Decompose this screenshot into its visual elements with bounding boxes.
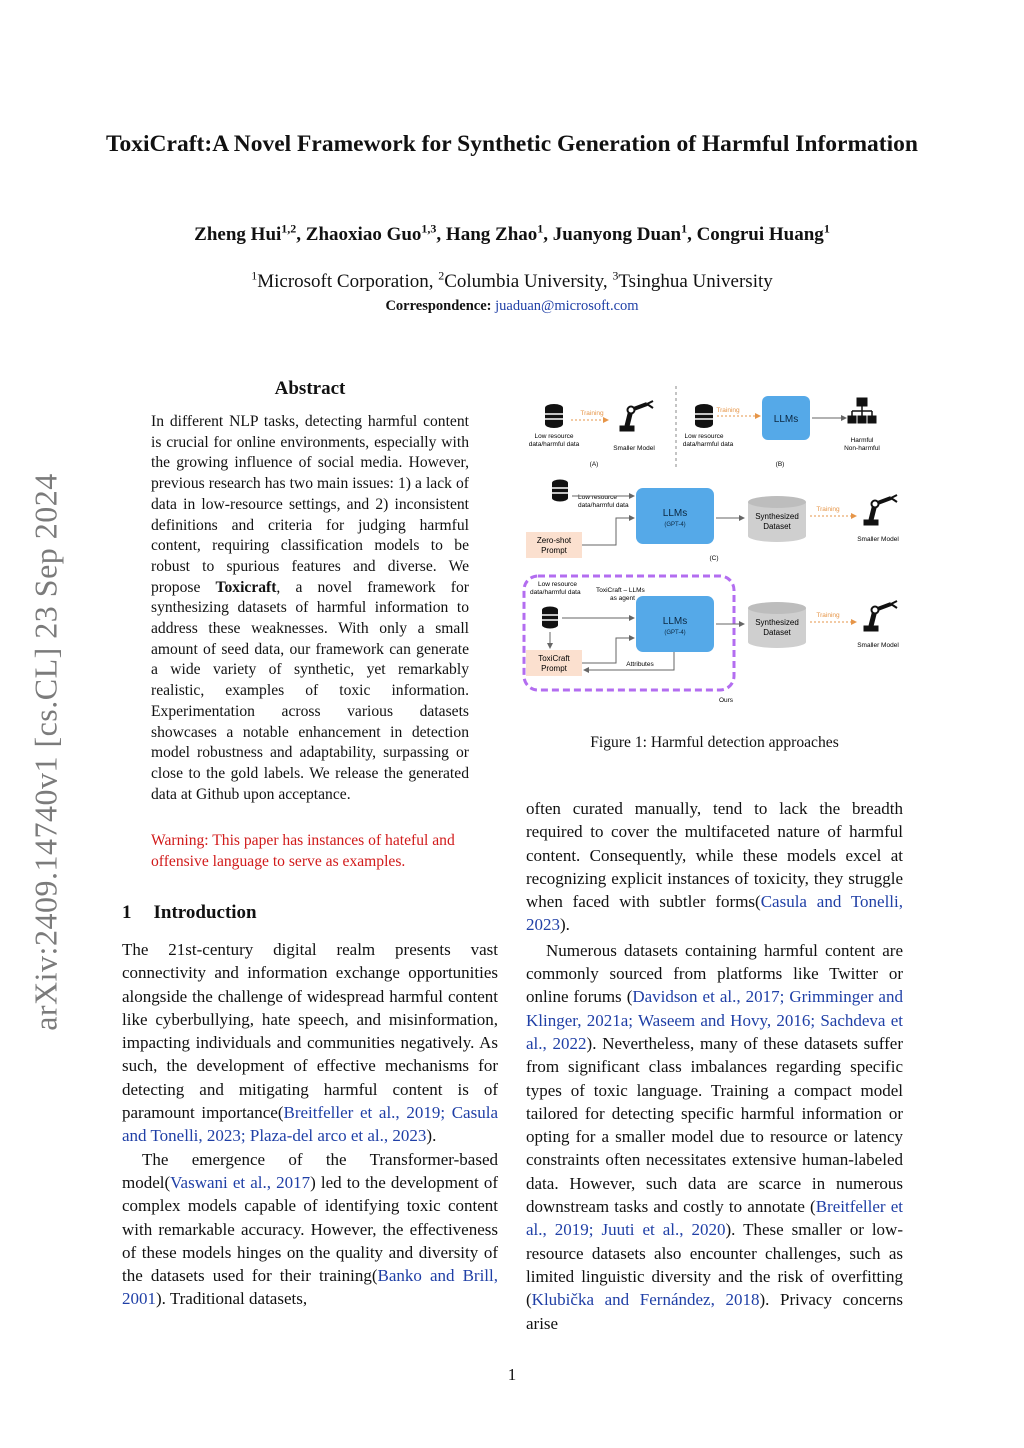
label: Zero-shot xyxy=(536,536,572,545)
author: Juanyong Duan$^1$, xyxy=(552,222,697,246)
hierarchy-icon xyxy=(848,398,876,423)
label: Dataset xyxy=(763,628,791,637)
label: (GPT-4) xyxy=(664,630,686,636)
label: Smaller Model xyxy=(857,642,899,649)
database-icon xyxy=(552,480,568,502)
citation-link[interactable]: Klubička and Fernández, 2018 xyxy=(531,1290,760,1310)
citation-link[interactable]: Breitfeller et al., 2019; Juuti et al., 2020 xyxy=(526,1197,903,1240)
affiliation: $^1$Microsoft Corporation, xyxy=(251,269,439,293)
affiliations xyxy=(60,269,964,293)
database-icon xyxy=(545,404,563,428)
correspondence-email-link[interactable]: juaduan@microsoft.com xyxy=(495,298,639,314)
figure-caption: Figure 1: Harmful detection approaches xyxy=(590,734,839,751)
label: Training xyxy=(716,407,740,414)
label: LLMs xyxy=(662,508,688,519)
citation-link[interactable]: Banko and Brill, 2001 xyxy=(122,1266,498,1309)
label: (GPT-4) xyxy=(664,522,686,528)
affiliation: $^3$Tsinghua University xyxy=(612,269,773,293)
paragraph: often curated manually, tend to lack the breadth required to cover the multifaceted nature of harmful content. Consequently, while these models excel at recognizing explicit instances of toxicity, they struggle when faced with subtler forms(Casula and Tonelli, 2023). xyxy=(526,799,904,935)
panel-a xyxy=(529,401,656,468)
label: Training xyxy=(580,410,604,417)
label: data/harmful data xyxy=(530,589,581,596)
database-icon xyxy=(542,607,558,629)
author: Zhaoxiao Guo$^{1,3}$, xyxy=(305,222,446,246)
arxiv-id: arXiv:2409.14740v1 [cs.CL] 23 Sep 2024 xyxy=(27,473,64,1031)
panel-c xyxy=(526,480,899,563)
citation-link[interactable]: Breitfeller et al., 2019; Casula and Tonelli, 2023; Plaza-del arco et al., 2023 xyxy=(122,1103,498,1146)
arrow xyxy=(582,518,634,545)
arxiv-stamp xyxy=(0,0,86,1448)
content-warning: Warning: This paper has instances of hateful and offensive language to serve as examples. xyxy=(151,832,455,870)
label: data/harmful data xyxy=(578,502,629,509)
label: Attributes xyxy=(626,661,654,668)
abstract-heading: Abstract xyxy=(274,378,346,399)
paragraph: The 21st-century digital realm presents vast connectivity and information exchange opportunities alongside the challenge of widespread harmful content like cyberbullying, hate speech, and misinformation, impacting individuals and communities negatively. As such, the development of effective mechanisms for detecting and mitigating harmful content is of paramount importance(Breitfeller et al., 2019; Casula and Tonelli, 2023; Plaza-del arco et al., 2023). xyxy=(122,940,498,1146)
label: Dataset xyxy=(763,522,791,531)
paper-title: ToxiCraft:A Novel Framework for Synthetic Generation of Harmful Information xyxy=(106,131,918,157)
database-icon xyxy=(695,404,713,428)
label: Low resource xyxy=(684,433,724,440)
paragraph: Numerous datasets containing harmful content are commonly sourced from platforms like Twitter or online forums (Davidson et al., 2017; Grimminger and Klinger, 2021a; Waseem and Hovy, 2016; Sachdeva et al., 2022). Nevertheless, many of these datasets suffer from significant class imbalances regarding specific types of toxic language. Training a compact model tailored for detecting specific harmful information or opting for a smaller model due to resource or latency constraints often necessitates extensive human-labeled data. However, such data are scarce in numerous downstream tasks and costly to annotate (Breitfeller et al., 2019; Juuti et al., 2020). These smaller or low-resource datasets also encounter challenges, such as limited linguistic diversity and the risk of overfitting (Klubička and Fernández, 2018). Privacy concerns arise xyxy=(526,940,904,1333)
toxicraft-bold: Toxicraft xyxy=(215,578,277,596)
label: Harmful xyxy=(850,437,874,444)
label: Training xyxy=(816,612,840,619)
label: Synthesized xyxy=(755,512,799,521)
intro-right-column xyxy=(526,797,903,1335)
abstract-text: In different NLP tasks, detecting harmful content is crucial for online environments, especially with the growing influence of social media. However, previous research has two main issues: 1) a lack of data in low-resource settings, and 2) inconsistent definitions and criteria for judging harmful content, requiring classification models to be robust to spurious features and diverse. We propose Toxicraft, a novel framework for synthesizing datasets of harmful information to address these weaknesses. With only a small amount of seed data, our framework can generate a wide variety of synthetic, yet remarkably realistic, examples of toxic information. Experimentation across various datasets showcases a notable enhancement in detection model robustness and adaptability, surpassing or close to the gold labels. We release the generated data at Github upon acceptance. xyxy=(151,413,469,803)
intro-left-column xyxy=(122,938,498,1311)
label: LLMs xyxy=(773,414,799,425)
label: Training xyxy=(816,506,840,513)
label: ToxiCraft xyxy=(538,654,570,663)
author: Hang Zhao$^1$, xyxy=(445,222,553,246)
label: Low resource xyxy=(578,494,618,501)
label: Prompt xyxy=(541,664,567,673)
label: ToxiCraft – LLMs xyxy=(596,587,645,594)
page-number: 1 xyxy=(507,1365,517,1384)
label: Low resource xyxy=(538,581,578,588)
label: Smaller Model xyxy=(857,536,899,543)
arrow xyxy=(582,638,634,663)
label: LLMs xyxy=(662,616,688,627)
citation-link[interactable]: Casula and Tonelli, 2023 xyxy=(526,892,904,935)
robot-arm-icon xyxy=(864,495,897,525)
robot-arm-icon xyxy=(620,401,653,431)
panel-b xyxy=(683,396,881,468)
label: Low resource xyxy=(534,433,574,440)
label: Ours xyxy=(718,697,734,704)
label: (C) xyxy=(709,555,719,562)
author: Congrui Huang$^1$ xyxy=(696,222,830,246)
label: Non-harmful xyxy=(844,445,880,452)
label: Synthesized xyxy=(755,618,799,627)
correspondence xyxy=(60,298,964,315)
citation-link[interactable]: Vaswani et al., 2017 xyxy=(170,1172,311,1192)
label: (A) xyxy=(589,461,599,468)
figure-diagram xyxy=(516,380,916,712)
section-heading: 1 Introduction xyxy=(122,902,257,923)
author-list xyxy=(60,222,964,246)
robot-arm-icon xyxy=(864,601,897,631)
correspondence-label: Correspondence: xyxy=(385,298,492,314)
figure-1 xyxy=(516,380,916,712)
affiliation: $^2$Columbia University, xyxy=(438,269,613,293)
label: data/harmful data xyxy=(528,441,580,448)
citation-link[interactable]: Davidson et al., 2017; Grimminger and Klinger, 2021a; Waseem and Hovy, 2016; Sachdeva et al., 2022 xyxy=(526,987,903,1053)
author: Zheng Hui$^{1,2}$, xyxy=(194,222,306,246)
paragraph: The emergence of the Transformer-based model(Vaswani et al., 2017) led to the development of complex models capable of identifying toxic content with remarkable accuracy. However, the effectiveness of these models hinges on the quality and diversity of the datasets used for their training(Banko and Brill, 2001). Traditional datasets, xyxy=(122,1149,499,1309)
label: Prompt xyxy=(541,546,567,555)
label: data/harmful data xyxy=(682,441,734,448)
label: Smaller Model xyxy=(613,445,655,452)
label: (B) xyxy=(775,461,785,468)
label: as agent xyxy=(610,595,635,602)
panel-ours xyxy=(524,576,899,704)
